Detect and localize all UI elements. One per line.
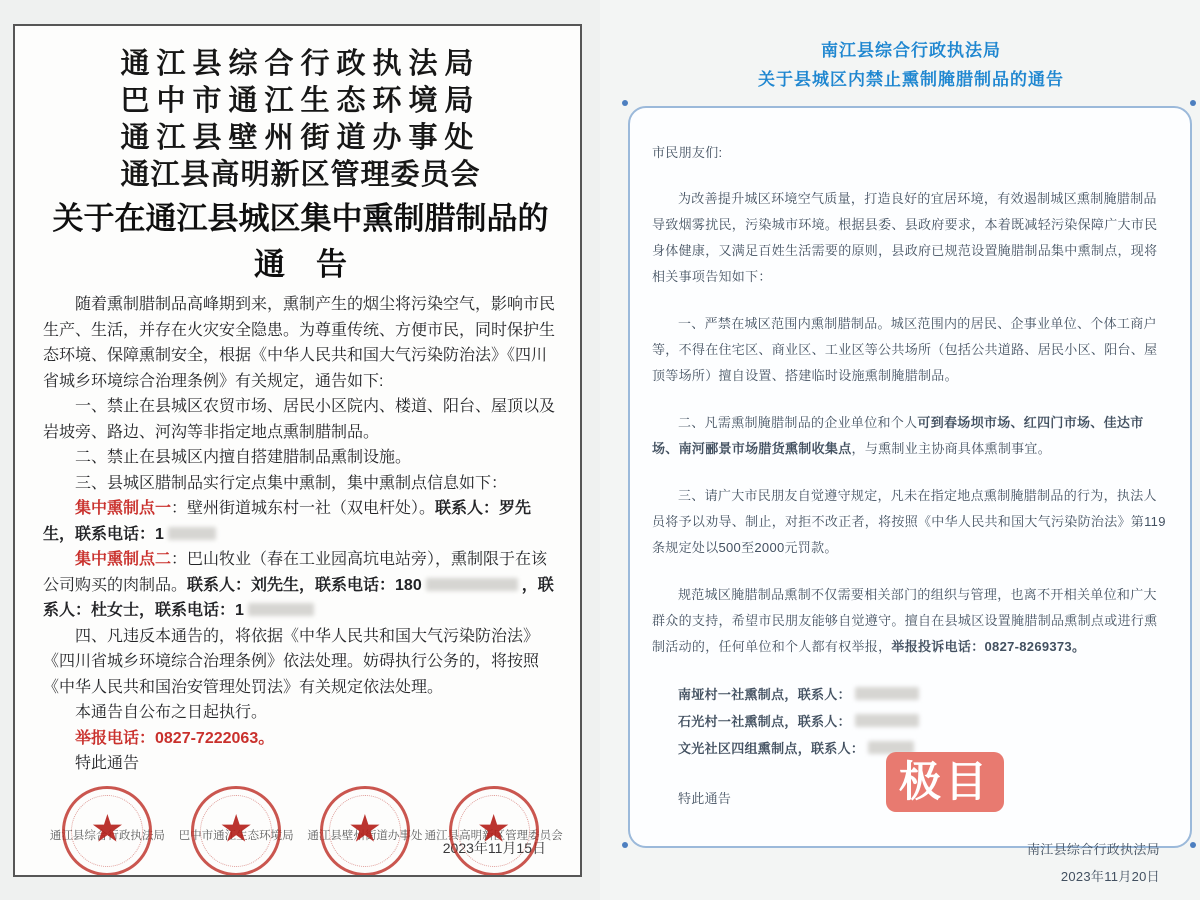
notice-closing: 特此通告 (75, 755, 140, 772)
notice-paragraph: 本通告自公布之日起执行。 (75, 704, 268, 721)
seal-star-icon: ★ (90, 807, 125, 850)
notice-paragraph-smoking-point-2: 集中熏制点二：巴山牧业（春在工业园高坑电站旁），熏制限于在该公司购买的肉制品。联系人：刘先生，联系电话：180 ，联系人：杜女士，联系电话：1 (43, 551, 554, 619)
official-seal-icon (320, 786, 410, 876)
left-notice-content (15, 26, 580, 877)
contact-line: 石光村一社熏制点，联系人： (652, 708, 1170, 735)
corner-dot-icon (1190, 842, 1196, 848)
right-notice-title-line2: 关于县城区内禁止熏制腌腊制品的通告 (758, 70, 1064, 89)
issuing-agency-line: 巴中市通江生态环境局 (120, 85, 481, 117)
seal-cell (172, 783, 301, 878)
seal-star-icon: ★ (219, 807, 254, 850)
seal-star-icon: ★ (347, 807, 382, 850)
notice-date: 2023年11月20日 (1060, 869, 1160, 884)
signer-agency: 南江县综合行政执法局 (1026, 842, 1160, 857)
notice-body (43, 292, 558, 777)
issuing-agency-line: 通江县高明新区管理委员会 (120, 159, 481, 191)
right-notice-title-line1: 南江县综合行政执法局 (821, 41, 1001, 60)
issuing-agency-line: 通江县综合行政执法局 (120, 48, 481, 80)
seal-star-icon: ★ (476, 807, 511, 850)
seal-agency-label: 通江县壁州街道办事处 (307, 829, 423, 842)
official-seal-icon (449, 786, 539, 876)
jimu-news-watermark: 极目 (886, 752, 1004, 812)
signature-block (652, 836, 1170, 890)
notice-date: 2023年11月15日 (442, 840, 546, 856)
seal-agency-label: 通江县综合行政执法局 (49, 829, 165, 842)
notice-paragraph: 四、凡违反本通告的，将依据《中华人民共和国大气污染防治法》《四川省城乡环境综合治理条例》依法处理。妨碍执行公务的，将按照《中华人民共和国治安管理处罚法》有关规定依法处理。 (43, 627, 540, 696)
contact-line: 文光社区四组熏制点，联系人： (652, 735, 1170, 762)
notice-paragraph-smoking-point-1: 集中熏制点一：壁州街道城东村一社（双电杆处）。联系人：罗先生，联系电话：1 (43, 500, 532, 543)
contact-line: 南垭村一社熏制点，联系人： (652, 681, 1170, 708)
corner-dot-icon (1190, 100, 1196, 106)
notice-paragraph-markets: 二、凡需熏制腌腊制品的企业单位和个人可到春场坝市场、红四门市场、佳达市场、南河郦景市场腊货熏制收集点，与熏制业主协商具体熏制事宜。 (652, 415, 1144, 456)
seal-agency-label: 巴中市通江生态环境局 (178, 829, 294, 842)
corner-dot-icon (622, 100, 628, 106)
official-seal-icon (62, 786, 152, 876)
seal-cell (424, 783, 563, 878)
notice-paragraph: 一、严禁在城区范围内熏制腊制品。城区范围内的居民、企事业单位、个体工商户等，不得在住宅区、商业区、工业区等公共场所（包括公共道路、居民小区、阳台、屋顶等场所）擅自设置、搭建临时设施熏制腌腊制品。 (652, 316, 1158, 383)
notice-title-line1: 关于在通江县城区集中熏制腊制品的 (52, 201, 549, 236)
seal-cell (301, 783, 430, 878)
official-seal-icon (191, 786, 281, 876)
notice-title-line2: 通 告 (254, 247, 347, 282)
left-notice-paper (13, 24, 582, 877)
seal-cell (43, 783, 172, 878)
notice-paragraph: 三、请广大市民朋友自觉遵守规定，凡未在指定地点熏制腌腊制品的行为，执法人员将予以劝导、制止，对拒不改正者，将按照《中华人民共和国大气污染防治法》第119条规定处以500至2000元罚款。 (652, 488, 1166, 555)
notice-paragraph: 随着熏制腊制品高峰期到来，熏制产生的烟尘将污染空气，影响市民生产、生活，并存在火灾安全隐患。为尊重传统、方便市民，同时保护生态环境、保障熏制安全，根据《中华人民共和国大气污染防治法》《四川省城乡环境综合治理条例》有关规定，通告如下: (43, 296, 556, 390)
notice-paragraph: 为改善提升城区环境空气质量，打造良好的宜居环境，有效遏制城区熏制腌腊制品导致烟雾扰民，污染城市环境。根据县委、县政府要求，本着既减轻污染保障广大市民身体健康，又满足百姓生活需要的原则，县政府已规范设置腌腊制品集中熏制点，现将相关事项告知如下： (652, 191, 1158, 284)
notice-report-phone: 举报电话：0827-7222063。 (75, 729, 275, 747)
salutation: 市民朋友们: (652, 145, 723, 160)
smoking-point-contacts (652, 681, 1170, 762)
notice-paragraph: 一、禁止在县城区农贸市场、居民小区院内、楼道、阳台、屋顶以及岩坡旁、路边、河沟等非指定地点熏制腊制品。 (43, 398, 556, 441)
issuing-agency-line: 通江县壁州街道办事处 (120, 122, 481, 154)
right-notice-title (628, 36, 1194, 94)
corner-dot-icon (622, 842, 628, 848)
right-notice-panel (600, 0, 1200, 900)
seal-agency-label: 通江县高明新区管理委员会 (424, 829, 563, 842)
notice-paragraph: 三、县城区腊制品实行定点集中熏制，集中熏制点信息如下： (75, 474, 508, 492)
official-seals-row (43, 783, 563, 878)
notice-paragraph: 二、禁止在县城区内擅自搭建腊制品熏制设施。 (75, 449, 412, 466)
notice-closing: 特此通告 (678, 791, 732, 806)
notice-paragraph-report-phone: 规范城区腌腊制品熏制不仅需要相关部门的组织与管理，也离不开相关单位和广大群众的支持，希望市民朋友能够自觉遵守。擅自在县城区设置腌腊制品熏制点或进行熏制活动的，任何单位和个人都有权举报，举报投诉电话：0827-8269373。 (652, 587, 1158, 654)
right-notice-box (628, 106, 1192, 884)
